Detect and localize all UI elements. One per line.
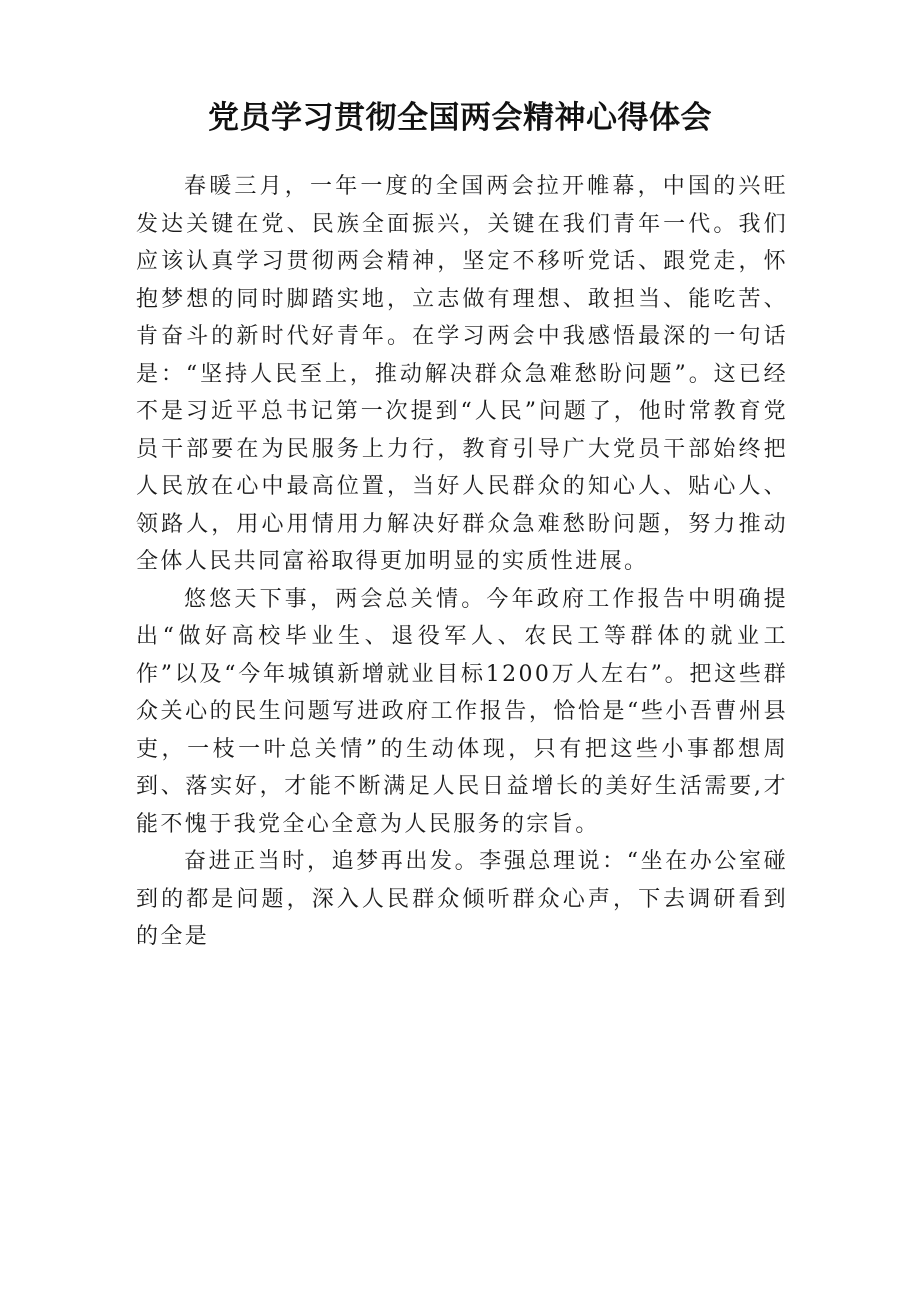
paragraph-3: 奋进正当时，追梦再出发。李强总理说：“坐在办公室碰到的都是问题，深入人民群众倾听群众心声，下去调研看到的全是 [136,849,788,949]
paragraph-1: 春暖三月，一年一度的全国两会拉开帷幕，中国的兴旺发达关键在党、民族全面振兴，关键在我们青年一代。我们应该认真学习贯彻两会精神，坚定不移听党话、跟党走，怀抱梦想的同时脚踏实地，立志做有理想、敢担当、能吃苦、肯奋斗的新时代好青年。在学习两会中我感悟最深的一句话是：“坚持人民至上，推动解决群众急难愁盼问题”。这已经不是习近平总书记第一次提到“人民”问题了，他时常教育党员干部要在为民服务上力行，教育引导广大党员干部始终把人民放在心中最高位置，当好人民群众的知心人、贴心人、领路人，用心用情用力解决好群众急难愁盼问题，努力推动全体人民共同富裕取得更加明显的实质性进展。 [136,174,788,574]
document-body [136,168,788,956]
document-title: 党员学习贯彻全国两会精神心得体会 [208,100,712,136]
paragraph-2: 悠悠天下事，两会总关情。今年政府工作报告中明确提出“做好高校毕业生、退役军人、农民工等群体的就业工作”以及“今年城镇新增就业目标1200万人左右”。把这些群众关心的民生问题写进政府工作报告，恰恰是“些小吾曹州县吏，一枝一叶总关情”的生动体现，只有把这些小事都想周到、落实好，才能不断满足人民日益增长的美好生活需要,才能不愧于我党全心全意为人民服务的宗旨。 [136,586,788,837]
